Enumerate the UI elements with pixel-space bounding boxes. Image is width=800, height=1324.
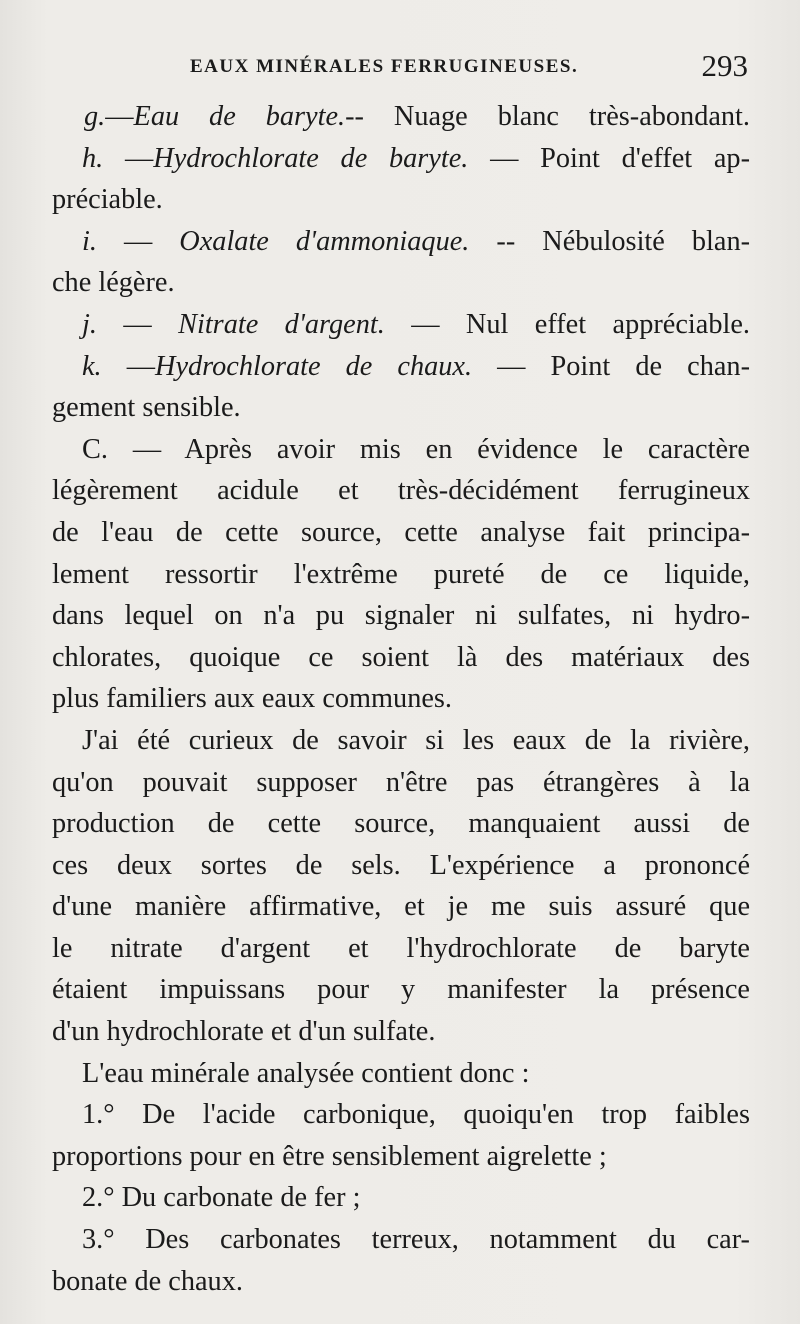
page-header (52, 48, 748, 84)
paragraph-riviere-line: J'ai été curieux de savoir si les eaux de la rivière, (82, 724, 750, 756)
item-k (52, 346, 750, 388)
item-j (52, 304, 750, 346)
item-i-continuation: che légère. (52, 267, 175, 299)
dash: — (123, 225, 153, 257)
reagent-name: Nitrate d'argent. (178, 308, 385, 340)
running-title: EAUX MINÉRALES FERRUGINEUSES. (190, 56, 579, 77)
conclusion-item-2: 2.° Du carbonate de fer ; (82, 1182, 361, 1214)
paragraph-riviere-line: le nitrate d'argent et l'hydrochlorate de baryte (52, 932, 750, 964)
dash: — (105, 101, 134, 132)
item-letter: i. (82, 225, 97, 257)
paragraph-c-line: légèrement acidule et très-décidément ferrugineux (52, 475, 750, 507)
item-h-continuation: préciable. (52, 184, 163, 216)
paragraph-riviere-line: qu'on pouvait supposer n'être pas étrangères à la (52, 766, 750, 798)
conclusion-item-1-continuation: proportions pour en être sensiblement aigrelette ; (52, 1140, 607, 1172)
conclusion-item-1: 1.° De l'acide carbonique, quoiqu'en trop faibles (82, 1099, 750, 1131)
reagent-result: — Point d'effet ap- (490, 142, 750, 174)
item-letter: j. (82, 308, 97, 340)
item-letter: h. (82, 142, 104, 174)
item-h (52, 138, 750, 180)
reagent-result: — Nul effet appréciable. (411, 308, 750, 340)
item-k-continuation: gement sensible. (52, 392, 241, 424)
reagent-name: Hydrochlorate de chaux. (155, 350, 473, 382)
paragraph-riviere-line: production de cette source, manquaient aussi de (52, 808, 750, 840)
paragraph-c-line: C. — Après avoir mis en évidence le caractère (82, 433, 750, 465)
reagent-name: Eau de baryte. (133, 101, 346, 132)
paragraph-c-line: dans lequel on n'a pu signaler ni sulfates, ni hydro- (52, 600, 750, 632)
item-letter: g. (84, 101, 106, 132)
reagent-result: -- Nébulosité blan- (496, 225, 751, 257)
paragraph-c-line: lement ressortir l'extrême pureté de ce liquide, (52, 558, 750, 590)
conclusion-item-3: 3.° Des carbonates terreux, notamment du car- (82, 1224, 750, 1256)
paragraph-c-line: chlorates, quoique ce soient là des matériaux des (52, 641, 750, 673)
paragraph-c-line: de l'eau de cette source, cette analyse fait principa- (52, 516, 750, 548)
paragraph-riviere-line: étaient impuissans pour y manifester la présence (52, 974, 750, 1006)
paragraph-c-line: plus familiers aux eaux communes. (52, 683, 452, 715)
page-body (52, 96, 750, 1302)
item-letter: k. (82, 350, 102, 382)
paragraph-riviere-line: d'une manière affirmative, et je me suis assuré que (52, 891, 750, 923)
paragraph-riviere-line: ces deux sortes de sels. L'expérience a prononcé (52, 849, 750, 881)
reagent-result: — Point de chan- (497, 350, 750, 382)
conclusion-item-3-continuation: bonate de chaux. (52, 1265, 243, 1297)
reagent-name: Hydrochlorate de baryte. (153, 142, 469, 174)
dash: — (123, 308, 152, 340)
reagent-name: Oxalate d'ammoniaque. (179, 225, 470, 257)
dash: — (126, 350, 156, 382)
item-g (52, 96, 750, 138)
reagent-result: -- Nuage blanc très-abondant. (345, 101, 750, 132)
dash: — (124, 142, 154, 174)
item-i (52, 221, 750, 263)
paragraph-riviere-line: d'un hydrochlorate et d'un sulfate. (52, 1016, 436, 1048)
page-number: 293 (701, 48, 748, 83)
conclusion-intro: L'eau minérale analysée contient donc : (82, 1057, 530, 1089)
